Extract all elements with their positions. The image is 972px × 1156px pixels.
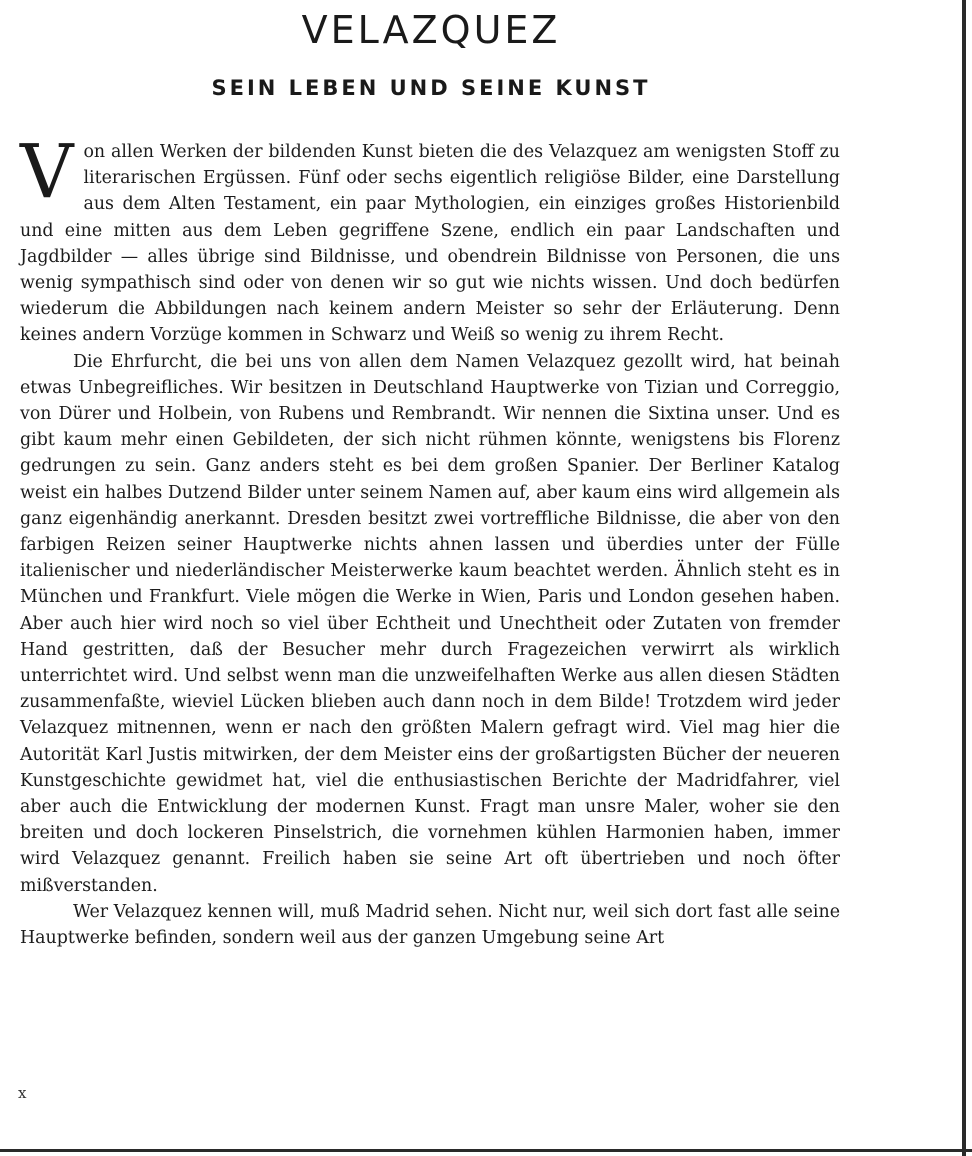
page-subtitle: SEIN LEBEN UND SEINE KUNST <box>211 76 651 100</box>
drop-cap: V <box>20 129 74 215</box>
body-text <box>20 129 840 951</box>
page-number: x <box>18 1084 27 1102</box>
scan-edge-bottom <box>0 1149 972 1152</box>
scan-edge-right <box>962 0 966 1156</box>
paragraph-2: Die Ehrfurcht, die bei uns von allen dem Namen Velazquez gezollt wird, hat beinah etwas Unbegreifliches. Wir besitzen in Deutschland Hauptwerke von Tizian und Correggio, von Dürer und Holbein, von Rubens und Rembrandt. Wir nennen die Sixtina unser. Und es gibt kaum mehr einen Gebildeten, der sich nicht rühmen könnte, wenigstens bis Florenz gedrungen zu sein. Ganz anders steht es bei dem großen Spanier. Der Berliner Katalog weist ein halbes Dutzend Bilder unter seinem Namen auf, aber kaum eins wird allgemein als ganz eigenhändig anerkannt. Dresden besitzt zwei vortreffliche Bildnisse, die aber von den farbigen Reizen seiner Hauptwerke nichts ahnen lassen und überdies unter der Fülle italienischer und niederländischer Meisterwerke kaum beachtet werden. Ähnlich steht es in München und Frankfurt. Viele mögen die Werke in Wien, Paris und London gesehen haben. Aber auch hier wird noch so viel über Echtheit und Unechtheit oder Zutaten von fremder Hand gestritten, daß der Besucher mehr durch Fragezeichen verwirrt als wirklich unterrichtet wird. Und selbst wenn man die unzweifelhaften Werke aus allen diesen Städten zusammenfaßte, wieviel Lücken blieben auch dann noch in dem Bilde! Trotzdem wird jeder Velazquez mitnennen, wenn er nach den größten Malern gefragt wird. Viel mag hier die Autorität Karl Justis mitwirken, der dem Meister eins der großartigsten Bücher der neueren Kunstgeschichte gewidmet hat, viel die enthusiastischen Berichte der Madridfahrer, viel aber auch die Entwicklung der modernen Kunst. Fragt man unsre Maler, woher sie den breiten und doch lockeren Pinselstrich, die vornehmen kühlen Harmonien haben, immer wird Velazquez genannt. Freilich haben sie seine Art oft übertrieben und noch öfter mißverstanden. <box>20 351 840 896</box>
page-title: VELAZQUEZ <box>301 8 561 52</box>
paragraph-1-text: on allen Werken der bildenden Kunst bieten die des Velazquez am wenigsten Stoff zu literarischen Ergüssen. Fünf oder sechs eigentlich religiöse Bilder, eine Darstellung aus dem Alten Testament, ein paar Mythologien, ein einziges großes Historienbild und eine mitten aus dem Leben gegriffene Szene, endlich ein paar Landschaften und Jagdbilder — alles übrige sind Bildnisse, und obendrein Bildnisse von Personen, die uns wenig sympathisch sind oder von denen wir so gut wie nichts wissen. Und doch bedürfen wiederum die Abbildungen nach keinem andern Meister so sehr der Erläuterung. Denn keines andern Vorzüge kommen in Schwarz und Weiß so wenig zu ihrem Recht. <box>20 142 840 346</box>
paragraph-1 <box>20 129 840 349</box>
paragraph-3: Wer Velazquez kennen will, muß Madrid sehen. Nicht nur, weil sich dort fast alle seine Hauptwerke befinden, sondern weil aus der ganzen Umgebung seine Art <box>20 901 840 949</box>
